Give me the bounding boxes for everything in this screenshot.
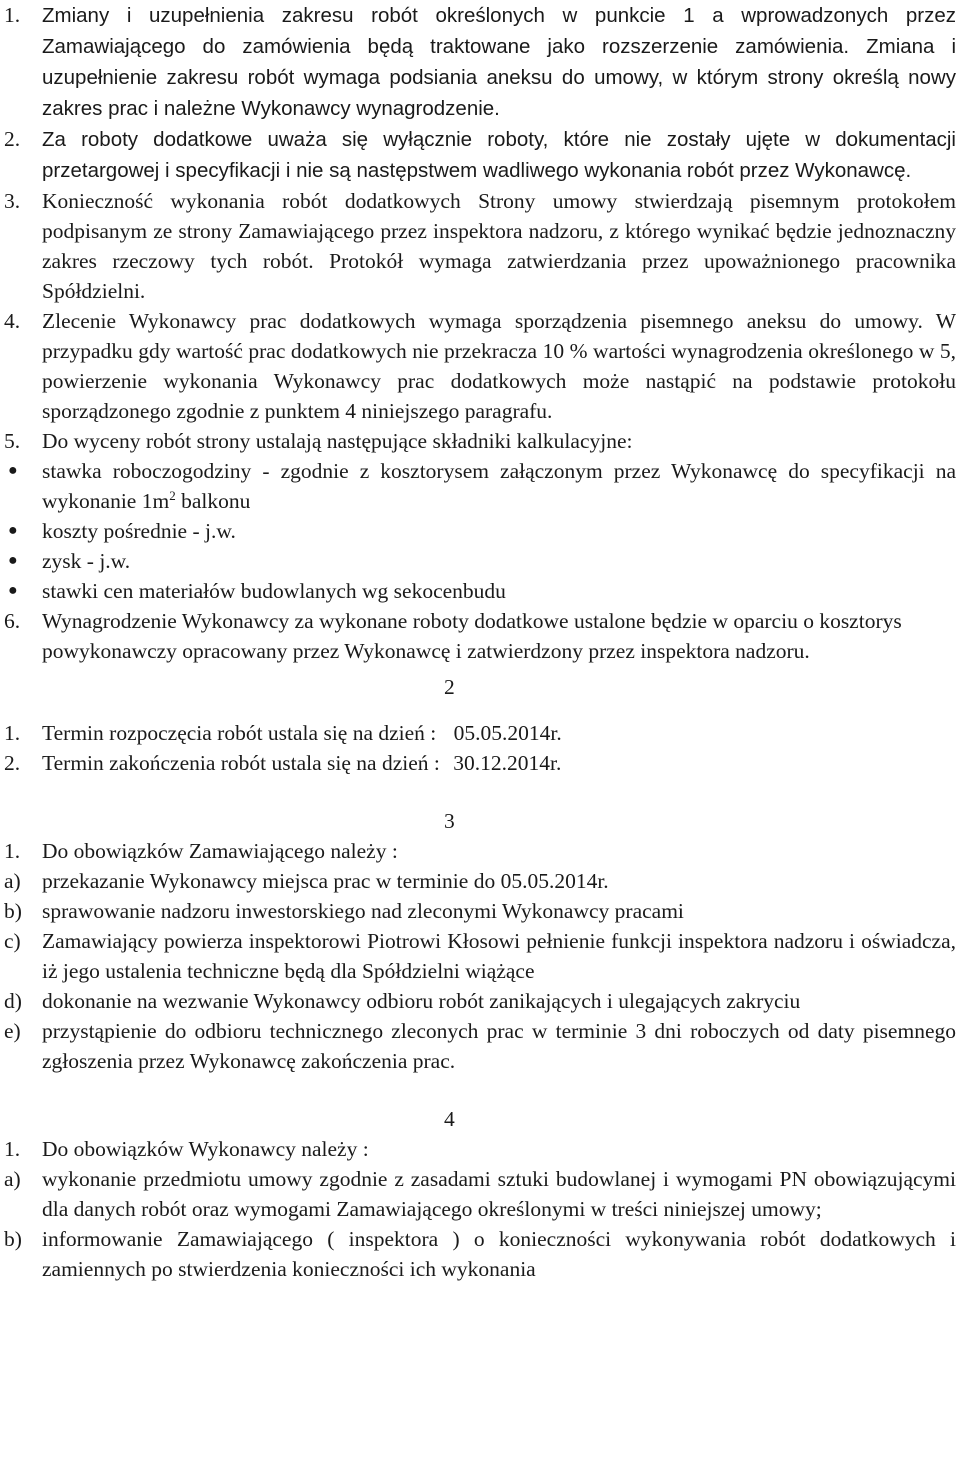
section1-item-2: [0, 124, 960, 186]
superscript: 2: [169, 488, 176, 503]
bullet-text: koszty pośrednie - j.w.: [42, 519, 236, 543]
bullet-text-tail: balkonu: [175, 489, 251, 513]
section-heading-3: [0, 806, 960, 836]
bullet-icon: ●: [8, 582, 18, 599]
section3-item-a: [0, 866, 960, 896]
item-number: 2.: [4, 127, 21, 151]
section1-item-6: [0, 606, 960, 666]
item-text: Do wyceny robót strony ustalają następujące składniki kalkulacyjne:: [42, 429, 633, 453]
item-text: Za roboty dodatkowe uważa się wyłącznie roboty, które nie zostały ujęte w dokumentacji przetargowej i specyfikacji i nie są następstwem wadliwego wykonania robót przez Wykonawcę.: [42, 128, 956, 182]
section1-item-3: [0, 186, 960, 306]
bullet-item-labor-rate: [0, 456, 960, 516]
item-letter: b): [4, 1227, 22, 1251]
section-heading-4: [0, 1104, 960, 1134]
item-number: 6.: [4, 609, 21, 633]
section1-item-5: [0, 426, 960, 456]
bullet-item-indirect-costs: [0, 516, 960, 546]
item-text: informowanie Zamawiającego ( inspektora ) o konieczności wykonywania robót dodatkowych i zamiennych po stwierdzenia konieczności ich wykonania: [42, 1227, 956, 1281]
item-text: Do obowiązków Wykonawcy należy :: [42, 1137, 369, 1161]
end-date: 30.12.2014r.: [453, 751, 562, 775]
section-heading-number: 4: [444, 1107, 455, 1131]
item-letter: a): [4, 869, 21, 893]
item-letter: c): [4, 929, 21, 953]
item-text: sprawowanie nadzoru inwestorskiego nad zleconymi Wykonawcy pracami: [42, 899, 684, 923]
section4-item-b: [0, 1224, 960, 1284]
item-number: 3.: [4, 189, 21, 213]
bullet-icon: ●: [8, 552, 18, 569]
section4-item-a: [0, 1164, 960, 1224]
section-heading-number: 3: [444, 809, 455, 833]
bullet-text: stawki cen materiałów budowlanych wg sekocenbudu: [42, 579, 506, 603]
bullet-text: zysk - j.w.: [42, 549, 131, 573]
section1-item-1: [0, 0, 960, 124]
item-letter: b): [4, 899, 22, 923]
item-number: 2.: [4, 751, 21, 775]
item-number: 1.: [4, 839, 21, 863]
item-number: 1.: [4, 721, 21, 745]
item-letter: d): [4, 989, 22, 1013]
section4-intro: [0, 1134, 960, 1164]
item-text: Termin rozpoczęcia robót ustala się na dzień :: [42, 721, 437, 745]
bullet-text: stawka roboczogodziny - zgodnie z kosztorysem załączonym przez Wykonawcę do specyfikacji na wykonanie 1m: [42, 459, 956, 513]
item-text: przekazanie Wykonawcy miejsca prac w terminie do 05.05.2014r.: [42, 869, 609, 893]
section2-item-1: [0, 718, 960, 748]
section3-item-c: [0, 926, 960, 986]
item-text: wykonanie przedmiotu umowy zgodnie z zasadami sztuki budowlanej i wymogami PN obowiązującymi dla danych robót oraz wymogami Zamawiającego określonymi w treści niniejszej umowy;: [42, 1167, 956, 1221]
section-heading-2: [0, 672, 960, 702]
item-letter: e): [4, 1019, 21, 1043]
item-text: Zamawiający powierza inspektorowi Piotrowi Kłosowi pełnienie funkcji inspektora nadzoru i oświadcza, iż jego ustalenia techniczne będą dla Spółdzielni wiążące: [42, 929, 956, 983]
section3-item-b: [0, 896, 960, 926]
item-text: Konieczność wykonania robót dodatkowych Strony umowy stwierdzają pisemnym protokołem podpisanym ze strony Zamawiającego przez inspektora nadzoru, z którego wynikać będzie jednoznaczny zakres rzeczowy tych robót. Protokół wymaga zatwierdzania przez upoważnionego pracownika Spółdzielni.: [42, 189, 956, 303]
bullet-icon: ●: [8, 462, 18, 479]
item-text: przystąpienie do odbioru technicznego zleconych prac w terminie 3 dni roboczych od daty pisemnego zgłoszenia przez Wykonawcę zakończenia prac.: [42, 1019, 956, 1073]
item-number: 5.: [4, 429, 21, 453]
start-date: 05.05.2014r.: [453, 721, 562, 745]
item-letter: a): [4, 1167, 21, 1191]
bullet-item-material-prices: [0, 576, 960, 606]
bullet-icon: ●: [8, 522, 18, 539]
item-number: 4.: [4, 309, 21, 333]
item-text: Zlecenie Wykonawcy prac dodatkowych wymaga sporządzenia pisemnego aneksu do umowy. W przypadku gdy wartość prac dodatkowych nie przekracza 10 % wartości wynagrodzenia określonego w 5, powierzenie wykonania Wykonawcy prac dodatkowych może nastąpić na podstawie protokołu sporządzonego zgodnie z punktem 4 niniejszego paragrafu.: [42, 309, 956, 423]
section3-item-e: [0, 1016, 960, 1076]
item-text: Wynagrodzenie Wykonawcy za wykonane roboty dodatkowe ustalone będzie w oparciu o kosztorys powykonawczy opracowany przez Wykonawcę i zatwierdzony przez inspektora nadzoru.: [42, 609, 902, 663]
section2-item-2: [0, 748, 960, 778]
item-text: dokonanie na wezwanie Wykonawcy odbioru robót zanikających i ulegających zakryciu: [42, 989, 801, 1013]
item-text: Do obowiązków Zamawiającego należy :: [42, 839, 398, 863]
item-number: 1.: [4, 1137, 21, 1161]
section-heading-number: 2: [444, 675, 455, 699]
item-text: Termin zakończenia robót ustala się na dzień :: [42, 751, 440, 775]
section3-item-d: [0, 986, 960, 1016]
item-text: Zmiany i uzupełnienia zakresu robót określonych w punkcie 1 a wprowadzonych przez Zamawiającego do zamówienia będą traktowane jako rozszerzenie zamówienia. Zmiana i uzupełnienie zakresu robót wymaga podsiania aneksu do umowy, w którym strony określą nowy zakres prac i należne Wykonawcy wynagrodzenie.: [42, 4, 956, 120]
item-number: 1.: [4, 3, 21, 27]
section3-intro: [0, 836, 960, 866]
section1-item-4: [0, 306, 960, 426]
bullet-item-profit: [0, 546, 960, 576]
